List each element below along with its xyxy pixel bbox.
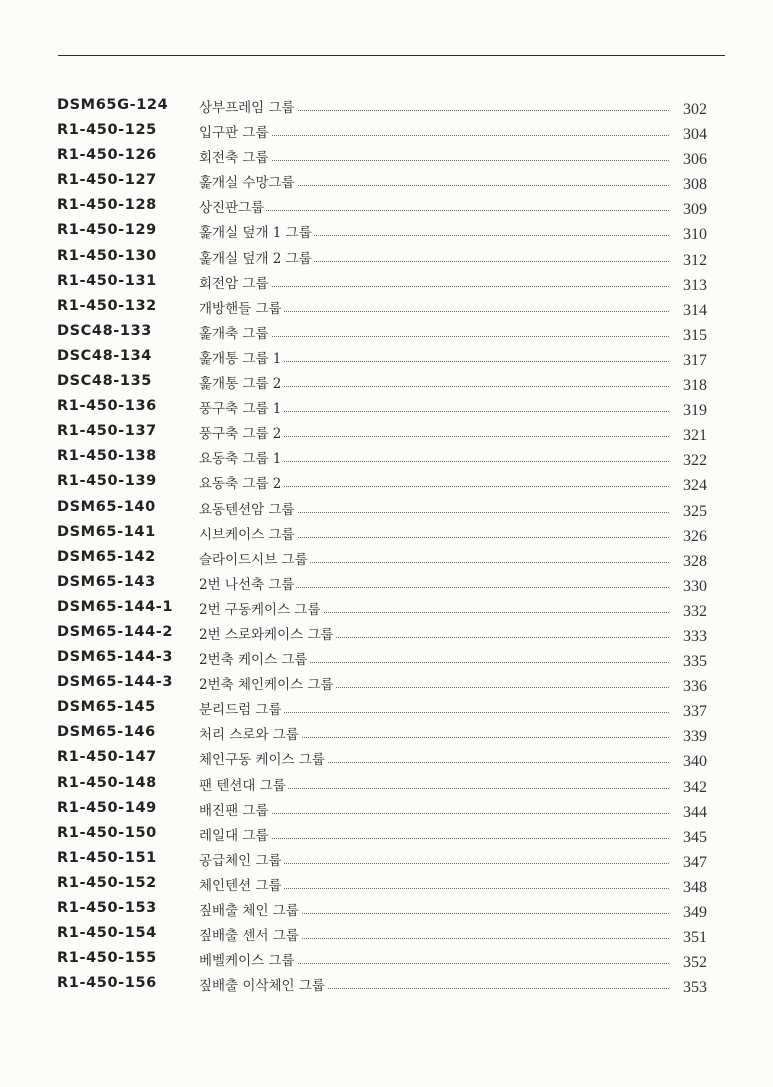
- entry-page-number: 353: [683, 979, 707, 997]
- entry-title: 레일대 그룹: [199, 824, 271, 844]
- entry-title: 슬라이드시브 그룹: [199, 548, 310, 568]
- entry-page-number: 333: [683, 627, 707, 645]
- header-rule: [58, 55, 725, 56]
- entry-title: 홅개실 수망그룹: [199, 171, 297, 191]
- toc-entry[interactable]: [0, 773, 773, 798]
- entry-page-number: 325: [683, 502, 707, 520]
- entry-page-number: 337: [683, 703, 707, 721]
- entry-code: R1-450-155: [57, 950, 157, 967]
- entry-page-number: 317: [683, 351, 707, 369]
- toc-entry[interactable]: [0, 145, 773, 170]
- entry-code: R1-450-127: [57, 172, 157, 189]
- entry-title: 처리 스로와 그룹: [199, 723, 301, 743]
- entry-title: 요동축 그룹 2: [199, 472, 283, 492]
- dot-leader: [205, 135, 669, 136]
- entry-page-number: 339: [683, 728, 707, 746]
- entry-code: R1-450-152: [57, 874, 157, 891]
- toc-entry[interactable]: [0, 647, 773, 672]
- entry-title: 체인텐션 그룹: [199, 874, 284, 894]
- entry-page-number: 336: [683, 678, 707, 696]
- toc-entry[interactable]: [0, 296, 773, 321]
- toc-entry[interactable]: [0, 823, 773, 848]
- entry-code: DSM65-144-3: [57, 674, 174, 691]
- entry-page-number: 340: [683, 753, 707, 771]
- entry-page-number: 351: [683, 929, 707, 947]
- entry-title: 짚배출 센서 그룹: [199, 924, 301, 944]
- entry-page-number: 306: [683, 151, 707, 169]
- toc-entry[interactable]: [0, 371, 773, 396]
- entry-title: 회전암 그룹: [199, 272, 271, 292]
- entry-code: DSM65-146: [57, 724, 156, 741]
- toc-entry[interactable]: [0, 873, 773, 898]
- toc-entry[interactable]: [0, 471, 773, 496]
- entry-title: 풍구축 그룹 1: [199, 397, 283, 417]
- entry-code: DSC48-133: [57, 322, 152, 339]
- entry-code: R1-450-139: [57, 473, 157, 490]
- toc-entry[interactable]: [0, 948, 773, 973]
- toc-entry[interactable]: [0, 446, 773, 471]
- dot-leader: [205, 336, 669, 337]
- entry-title: 체인구동 케이스 그룹: [199, 748, 327, 768]
- entry-title: 홅개실 덮개 1 그룹: [199, 221, 314, 241]
- entry-title: 팬 텐션대 그룹: [199, 774, 288, 794]
- entry-code: DSM65-145: [57, 699, 156, 716]
- entry-title: 2번축 케이스 그룹: [199, 648, 309, 668]
- entry-page-number: 321: [683, 427, 707, 445]
- entry-page-number: 302: [683, 101, 707, 118]
- toc-entry[interactable]: [0, 672, 773, 697]
- entry-page-number: 310: [683, 226, 707, 244]
- entry-code: R1-450-132: [57, 297, 157, 314]
- entry-code: R1-450-137: [57, 423, 157, 440]
- entry-code: DSC48-134: [57, 347, 152, 364]
- toc-entry[interactable]: [0, 848, 773, 873]
- entry-page-number: 352: [683, 954, 707, 972]
- dot-leader: [205, 838, 669, 839]
- entry-title: 상진판그룹: [199, 196, 266, 216]
- entry-code: R1-450-154: [57, 925, 157, 942]
- entry-page-number: 332: [683, 602, 707, 620]
- toc-entry[interactable]: [0, 346, 773, 371]
- entry-page-number: 309: [683, 201, 707, 219]
- dot-leader: [205, 210, 669, 211]
- entry-page-number: 319: [683, 402, 707, 420]
- entry-code: DSM65-141: [57, 523, 156, 540]
- entry-page-number: 345: [683, 828, 707, 846]
- entry-title: 회전축 그룹: [199, 146, 271, 166]
- entry-page-number: 348: [683, 878, 707, 896]
- entry-title: 요동텐션암 그룹: [199, 498, 297, 518]
- entry-page-number: 304: [683, 126, 707, 144]
- toc-entry[interactable]: [0, 572, 773, 597]
- entry-page-number: 322: [683, 452, 707, 470]
- toc-entry[interactable]: [0, 547, 773, 572]
- toc-entry[interactable]: [0, 220, 773, 245]
- toc-entry[interactable]: [0, 170, 773, 195]
- toc-entry[interactable]: [0, 497, 773, 522]
- entry-title: 입구판 그룹: [199, 121, 271, 141]
- dot-leader: [205, 286, 669, 287]
- entry-code: DSM65-144-1: [57, 598, 174, 615]
- table-of-contents: [0, 95, 773, 998]
- toc-entry[interactable]: [0, 321, 773, 346]
- toc-entry[interactable]: [0, 722, 773, 747]
- entry-page-number: 335: [683, 653, 707, 671]
- entry-title: 개방핸들 그룹: [199, 297, 284, 317]
- entry-page-number: 347: [683, 853, 707, 871]
- entry-title: 짚배출 이삭체인 그룹: [199, 974, 327, 994]
- entry-title: 공급체인 그룹: [199, 849, 284, 869]
- entry-title: 홅개통 그룹 1: [199, 347, 283, 367]
- toc-entry[interactable]: [0, 898, 773, 923]
- entry-code: R1-450-129: [57, 222, 157, 239]
- entry-title: 2번 스로와케이스 그룹: [199, 623, 336, 643]
- toc-entry[interactable]: [0, 396, 773, 421]
- toc-entry[interactable]: [0, 597, 773, 622]
- entry-code: R1-450-150: [57, 824, 157, 841]
- entry-title: 2번 나선축 그룹: [199, 573, 296, 593]
- entry-title: 홅개통 그룹 2: [199, 372, 283, 392]
- entry-title: 상부프레임 그룹: [199, 96, 297, 116]
- entry-page-number: 312: [683, 251, 707, 269]
- entry-code: DSM65-143: [57, 573, 156, 590]
- toc-entry[interactable]: [0, 522, 773, 547]
- toc-entry[interactable]: [0, 747, 773, 772]
- entry-page-number: 349: [683, 904, 707, 921]
- entry-page-number: 328: [683, 552, 707, 570]
- entry-code: R1-450-148: [57, 774, 157, 791]
- toc-entry[interactable]: [0, 246, 773, 271]
- entry-title: 짚배출 체인 그룹: [199, 899, 301, 919]
- entry-title: 베벨케이스 그룹: [199, 949, 297, 969]
- toc-entry[interactable]: [0, 195, 773, 220]
- entry-title: 요동축 그룹 1: [199, 447, 283, 467]
- toc-entry[interactable]: [0, 95, 773, 120]
- entry-code: R1-450-126: [57, 147, 157, 164]
- entry-title: 2번 구동케이스 그룹: [199, 598, 323, 618]
- toc-entry[interactable]: [0, 923, 773, 948]
- entry-page-number: 308: [683, 176, 707, 194]
- entry-page-number: 313: [683, 276, 707, 294]
- toc-entry[interactable]: [0, 798, 773, 823]
- entry-code: R1-450-153: [57, 900, 157, 916]
- entry-page-number: 330: [683, 577, 707, 595]
- entry-page-number: 324: [683, 477, 707, 495]
- entry-page-number: 326: [683, 527, 707, 545]
- entry-code: R1-450-136: [57, 398, 157, 415]
- entry-code: R1-450-151: [57, 849, 157, 866]
- entry-page-number: 344: [683, 803, 707, 821]
- entry-code: R1-450-131: [57, 272, 157, 289]
- toc-entry[interactable]: [0, 973, 773, 998]
- entry-code: DSM65-144-3: [57, 649, 174, 666]
- entry-page-number: 315: [683, 326, 707, 344]
- entry-code: R1-450-149: [57, 799, 157, 816]
- entry-title: 배진팬 그룹: [199, 799, 271, 819]
- entry-code: DSM65-140: [57, 498, 156, 515]
- entry-title: 홅개축 그룹: [199, 322, 271, 342]
- entry-title: 홅개실 덮개 2 그룹: [199, 247, 314, 267]
- toc-entry[interactable]: [0, 622, 773, 647]
- entry-code: DSM65G-124: [57, 97, 169, 113]
- entry-code: R1-450-156: [57, 975, 157, 992]
- entry-code: DSM65-142: [57, 548, 156, 565]
- entry-code: R1-450-130: [57, 247, 157, 264]
- entry-code: DSC48-135: [57, 373, 152, 390]
- entry-code: R1-450-138: [57, 448, 157, 465]
- entry-code: R1-450-128: [57, 197, 157, 214]
- entry-code: R1-450-147: [57, 749, 157, 766]
- toc-entry[interactable]: [0, 271, 773, 296]
- toc-entry[interactable]: [0, 421, 773, 446]
- entry-title: 시브케이스 그룹: [199, 523, 297, 543]
- dot-leader: [205, 160, 669, 161]
- entry-page-number: 342: [683, 778, 707, 796]
- entry-title: 풍구축 그룹 2: [199, 422, 283, 442]
- entry-title: 분리드럼 그룹: [199, 698, 284, 718]
- toc-entry[interactable]: [0, 120, 773, 145]
- entry-title: 2번축 체인케이스 그룹: [199, 673, 336, 693]
- entry-code: DSM65-144-2: [57, 623, 174, 640]
- entry-page-number: 314: [683, 301, 707, 319]
- entry-code: R1-450-125: [57, 122, 157, 139]
- entry-page-number: 318: [683, 377, 707, 395]
- dot-leader: [205, 813, 669, 814]
- toc-entry[interactable]: [0, 697, 773, 722]
